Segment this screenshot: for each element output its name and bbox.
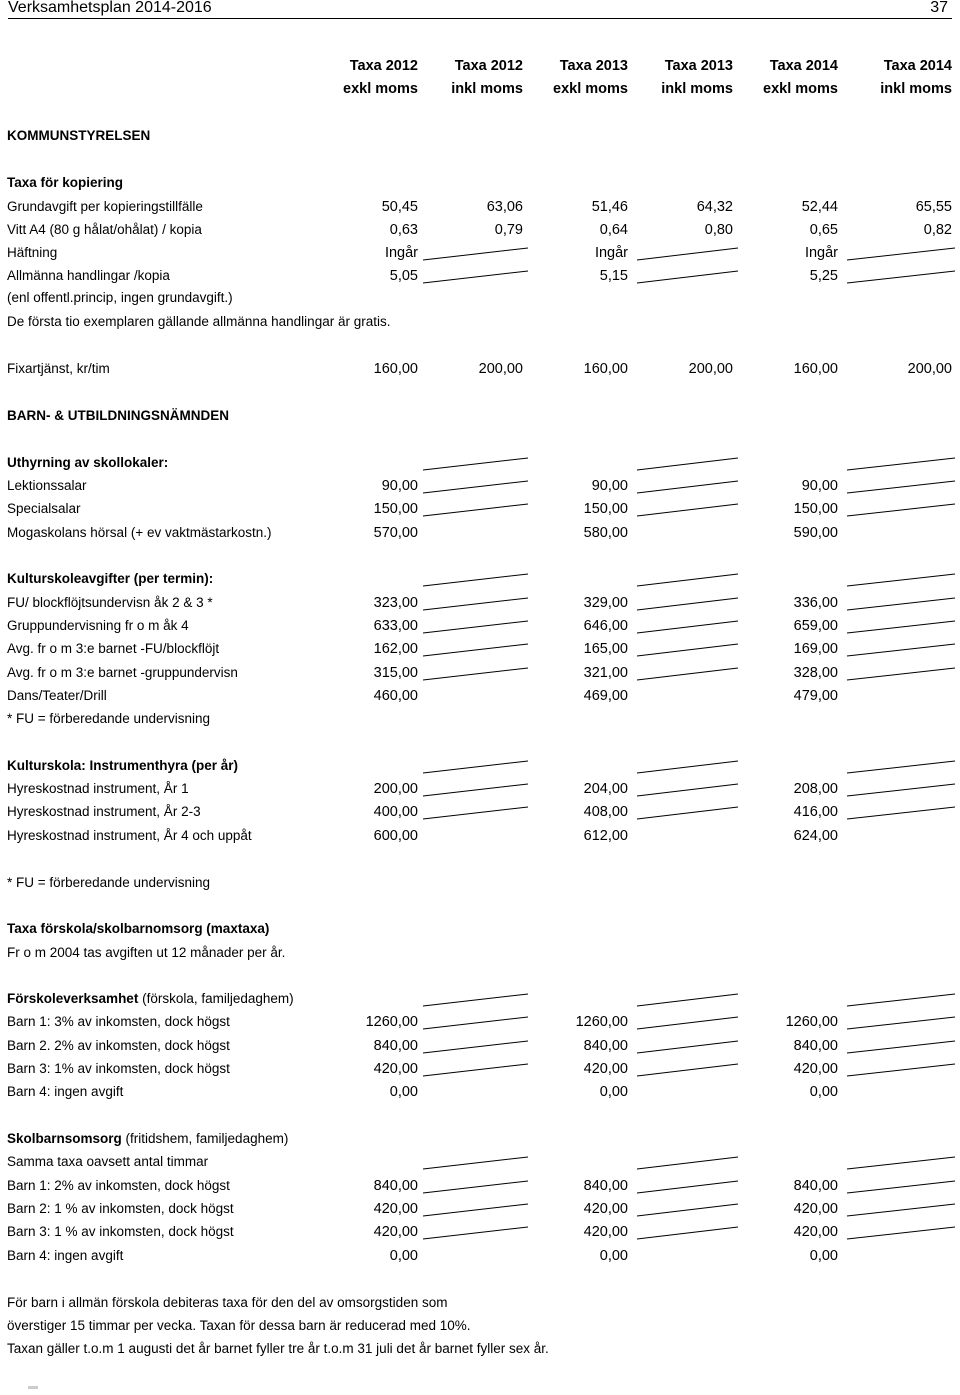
table-row [0,711,960,731]
table-row [0,758,960,778]
cell-value: 165,00 [583,641,628,657]
cell-value: 208,00 [793,781,838,797]
cell-value: 63,06 [486,199,523,215]
row-label: Dans/Teater/Drill [7,688,107,703]
cell-value: 1260,00 [365,1014,418,1030]
cell-value: 408,00 [583,804,628,820]
cell-value: 400,00 [373,804,418,820]
row-label: Kulturskola: Instrumenthyra (per år) [7,758,239,773]
empty-cell-dash [423,1040,528,1054]
row-label: Allmänna handlingar /kopia [7,268,170,283]
empty-cell-dash [423,783,528,797]
cell-value: 315,00 [373,665,418,681]
cell-value: 64,32 [696,199,733,215]
cell-value: 150,00 [583,501,628,517]
footer-mark [28,1386,38,1389]
row-label: BARN- & UTBILDNINGSNÄMNDEN [7,408,229,423]
row-label: Lektionssalar [7,478,87,493]
cell-value: 329,00 [583,595,628,611]
table-row [0,1014,960,1034]
cell-value: 0,64 [599,222,628,238]
cell-value: 590,00 [793,525,838,541]
table-row [0,175,960,195]
cell-value: 0,79 [494,222,523,238]
empty-cell-dash [423,806,528,820]
cell-value: 0,00 [809,1084,838,1100]
empty-cell-dash [847,503,955,517]
row-label: För barn i allmän förskola debiteras taxa för den del av omsorgstiden som [7,1295,448,1310]
cell-value: 420,00 [793,1224,838,1240]
empty-cell-dash [423,760,528,774]
empty-cell-dash [637,1040,738,1054]
table-row [0,1178,960,1198]
cell-value: 200,00 [373,781,418,797]
row-label: Barn 2: 1 % av inkomsten, dock högst [7,1201,234,1216]
table-row [0,1131,960,1151]
row-label: Samma taxa oavsett antal timmar [7,1154,209,1169]
cell-value: 646,00 [583,618,628,634]
cell-value: 5,15 [599,268,628,284]
cell-value: 160,00 [373,361,418,377]
empty-cell-dash [423,457,528,471]
cell-value: 420,00 [793,1061,838,1077]
empty-cell-dash [847,270,955,284]
table-row [0,128,960,148]
table-row [0,222,960,242]
empty-cell-dash [847,783,955,797]
cell-value: 51,46 [591,199,628,215]
table-row [0,1248,960,1268]
cell-value: 416,00 [793,804,838,820]
row-label: * FU = förberedande undervisning [7,875,211,890]
cell-value: 65,55 [915,199,952,215]
empty-cell-dash [637,667,738,681]
row-label: Taxa förskola/skolbarnomsorg (maxtaxa) [7,921,270,936]
row-label: Skolbarnsomsorg (fritidshem, familjedaghem) [7,1131,289,1146]
row-label: Hyreskostnad instrument, År 2-3 [7,804,201,819]
row-label: Fixartjänst, kr/tim [7,361,110,376]
row-label: Barn 3: 1 % av inkomsten, dock högst [7,1224,234,1239]
empty-cell-dash [423,1226,528,1240]
cell-value: 0,00 [389,1084,418,1100]
page-header [8,0,952,19]
cell-value: 840,00 [793,1038,838,1054]
cell-value: 5,05 [389,268,418,284]
cell-value: 52,44 [801,199,838,215]
row-label: Specialsalar [7,501,81,516]
column-header: Taxa 2012 exkl moms [343,58,418,97]
empty-cell-dash [423,503,528,517]
empty-cell-dash [637,1203,738,1217]
table-row [0,455,960,475]
table-row [0,1341,960,1361]
empty-cell-dash [423,1156,528,1170]
row-label: Gruppundervisning fr o m åk 4 [7,618,189,633]
empty-cell-dash [847,573,955,587]
cell-value: 0,00 [389,1248,418,1264]
table-row [0,501,960,521]
cell-value: 479,00 [793,688,838,704]
row-label: Taxan gäller t.o.m 1 augusti det år barnet fyller tre år t.o.m 31 juli det år barnet fyller sex år. [7,1341,549,1356]
empty-cell-dash [637,993,738,1007]
row-label: KOMMUNSTYRELSEN [7,128,151,143]
cell-value: Ingår [594,245,628,261]
empty-cell-dash [637,1226,738,1240]
table-row [0,290,960,310]
cell-value: 200,00 [478,361,523,377]
document-title: Verksamhetsplan 2014-2016 [8,0,212,16]
empty-cell-dash [423,1063,528,1077]
row-label: * FU = förberedande undervisning [7,711,211,726]
cell-value: 420,00 [583,1061,628,1077]
empty-cell-dash [847,1156,955,1170]
row-label: Barn 4: ingen avgift [7,1084,124,1099]
cell-value: 150,00 [793,501,838,517]
table-row [0,1154,960,1174]
cell-value: 460,00 [373,688,418,704]
table-row [0,641,960,661]
cell-value: 90,00 [591,478,628,494]
empty-cell-dash [847,1063,955,1077]
row-label: Mogaskolans hörsal (+ ev vaktmästarkostn.) [7,525,272,540]
empty-cell-dash [423,597,528,611]
table-row [0,268,960,288]
row-label: Fr o m 2004 tas avgiften ut 12 månader per år. [7,945,286,960]
cell-value: 50,45 [381,199,418,215]
cell-value: 420,00 [373,1201,418,1217]
table-row [0,875,960,895]
table-row [0,408,960,428]
cell-value: 840,00 [373,1178,418,1194]
empty-cell-dash [423,1203,528,1217]
empty-cell-dash [847,480,955,494]
table-row [0,1224,960,1244]
empty-cell-dash [637,1016,738,1030]
cell-value: 150,00 [373,501,418,517]
empty-cell-dash [637,760,738,774]
cell-value: 0,82 [923,222,952,238]
table-row [0,595,960,615]
empty-cell-dash [847,806,955,820]
table-row [0,1061,960,1081]
cell-value: 160,00 [793,361,838,377]
cell-value: 0,63 [389,222,418,238]
empty-cell-dash [637,620,738,634]
row-label: Hyreskostnad instrument, År 4 och uppåt [7,828,252,843]
empty-cell-dash [423,1180,528,1194]
cell-value: 0,00 [599,1084,628,1100]
empty-cell-dash [423,247,528,261]
empty-cell-dash [423,270,528,284]
empty-cell-dash [637,247,738,261]
table-row [0,665,960,685]
cell-value: 336,00 [793,595,838,611]
cell-value: 321,00 [583,665,628,681]
cell-value: 659,00 [793,618,838,634]
column-header: Taxa 2013 inkl moms [661,58,733,97]
cell-value: 5,25 [809,268,838,284]
row-label: De första tio exemplaren gällande allmänna handlingar är gratis. [7,314,391,329]
cell-value: 840,00 [583,1038,628,1054]
table-row [0,991,960,1011]
row-label: Förskoleverksamhet (förskola, familjedaghem) [7,991,294,1006]
cell-value: 420,00 [583,1224,628,1240]
table-row [0,828,960,848]
table-row [0,1318,960,1338]
cell-value: 420,00 [583,1201,628,1217]
empty-cell-dash [423,667,528,681]
cell-value: 612,00 [583,828,628,844]
cell-value: 200,00 [907,361,952,377]
empty-cell-dash [847,1016,955,1030]
cell-value: 580,00 [583,525,628,541]
cell-value: 200,00 [688,361,733,377]
empty-cell-dash [637,806,738,820]
cell-value: 840,00 [793,1178,838,1194]
column-header: Taxa 2014 exkl moms [763,58,838,97]
empty-cell-dash [637,1156,738,1170]
empty-cell-dash [847,1040,955,1054]
cell-value: Ingår [384,245,418,261]
cell-value: 169,00 [793,641,838,657]
table-row [0,1038,960,1058]
table-row [0,361,960,381]
cell-value: 323,00 [373,595,418,611]
empty-cell-dash [423,573,528,587]
cell-value: 633,00 [373,618,418,634]
row-label: Barn 1: 2% av inkomsten, dock högst [7,1178,230,1193]
empty-cell-dash [847,247,955,261]
row-label: Avg. fr o m 3:e barnet -FU/blockflöjt [7,641,220,656]
table-row [0,199,960,219]
cell-value: 90,00 [801,478,838,494]
column-header: Taxa 2012 inkl moms [451,58,523,97]
cell-value: 840,00 [373,1038,418,1054]
empty-cell-dash [637,643,738,657]
table-row [0,478,960,498]
cell-value: 570,00 [373,525,418,541]
row-label: Vitt A4 (80 g hålat/ohålat) / kopia [7,222,202,237]
row-label: Avg. fr o m 3:e barnet -gruppundervisn [7,665,238,680]
table-row [0,314,960,334]
empty-cell-dash [847,760,955,774]
empty-cell-dash [847,1203,955,1217]
cell-value: 160,00 [583,361,628,377]
empty-cell-dash [637,480,738,494]
table-row [0,1084,960,1104]
cell-value: 0,00 [809,1248,838,1264]
cell-value: 1260,00 [785,1014,838,1030]
empty-cell-dash [637,270,738,284]
row-label: Barn 3: 1% av inkomsten, dock högst [7,1061,230,1076]
table-row [0,1201,960,1221]
cell-value: 1260,00 [575,1014,628,1030]
row-label: Hyreskostnad instrument, År 1 [7,781,189,796]
empty-cell-dash [423,620,528,634]
table-row [0,618,960,638]
empty-cell-dash [637,503,738,517]
cell-value: 0,65 [809,222,838,238]
table-row [0,804,960,824]
empty-cell-dash [847,1226,955,1240]
empty-cell-dash [637,1063,738,1077]
cell-value: 840,00 [583,1178,628,1194]
table-row [0,1295,960,1315]
cell-value: 469,00 [583,688,628,704]
empty-cell-dash [847,620,955,634]
table-row [0,921,960,941]
cell-value: 0,00 [599,1248,628,1264]
page-number: 37 [930,0,948,16]
row-label: Barn 2. 2% av inkomsten, dock högst [7,1038,230,1053]
cell-value: 0,80 [704,222,733,238]
empty-cell-dash [847,597,955,611]
table-row [0,781,960,801]
empty-cell-dash [637,597,738,611]
row-label: FU/ blockflöjtsundervisn åk 2 & 3 * [7,595,213,610]
row-label: Häftning [7,245,58,260]
table-row [0,688,960,708]
cell-value: Ingår [804,245,838,261]
row-label: överstiger 15 timmar per vecka. Taxan för dessa barn är reducerad med 10%. [7,1318,471,1333]
empty-cell-dash [423,993,528,1007]
empty-cell-dash [423,1016,528,1030]
cell-value: 204,00 [583,781,628,797]
row-label: Barn 1: 3% av inkomsten, dock högst [7,1014,230,1029]
empty-cell-dash [847,643,955,657]
table-row [0,245,960,265]
column-header: Taxa 2013 exkl moms [553,58,628,97]
empty-cell-dash [847,993,955,1007]
empty-cell-dash [637,783,738,797]
cell-value: 420,00 [793,1201,838,1217]
row-label: Barn 4: ingen avgift [7,1248,124,1263]
empty-cell-dash [847,667,955,681]
empty-cell-dash [847,457,955,471]
table-row [0,571,960,591]
row-label: Kulturskoleavgifter (per termin): [7,571,214,586]
empty-cell-dash [423,480,528,494]
row-label: Uthyrning av skollokaler: [7,455,169,470]
column-header: Taxa 2014 inkl moms [880,58,952,97]
empty-cell-dash [637,573,738,587]
cell-value: 162,00 [373,641,418,657]
cell-value: 420,00 [373,1061,418,1077]
cell-value: 600,00 [373,828,418,844]
cell-value: 624,00 [793,828,838,844]
row-label: Grundavgift per kopieringstillfälle [7,199,203,214]
cell-value: 328,00 [793,665,838,681]
empty-cell-dash [637,457,738,471]
cell-value: 420,00 [373,1224,418,1240]
row-label: (enl offentl.princip, ingen grundavgift.) [7,290,233,305]
empty-cell-dash [423,643,528,657]
cell-value: 90,00 [381,478,418,494]
row-label: Taxa för kopiering [7,175,124,190]
empty-cell-dash [847,1180,955,1194]
table-row [0,525,960,545]
table-row [0,945,960,965]
empty-cell-dash [637,1180,738,1194]
